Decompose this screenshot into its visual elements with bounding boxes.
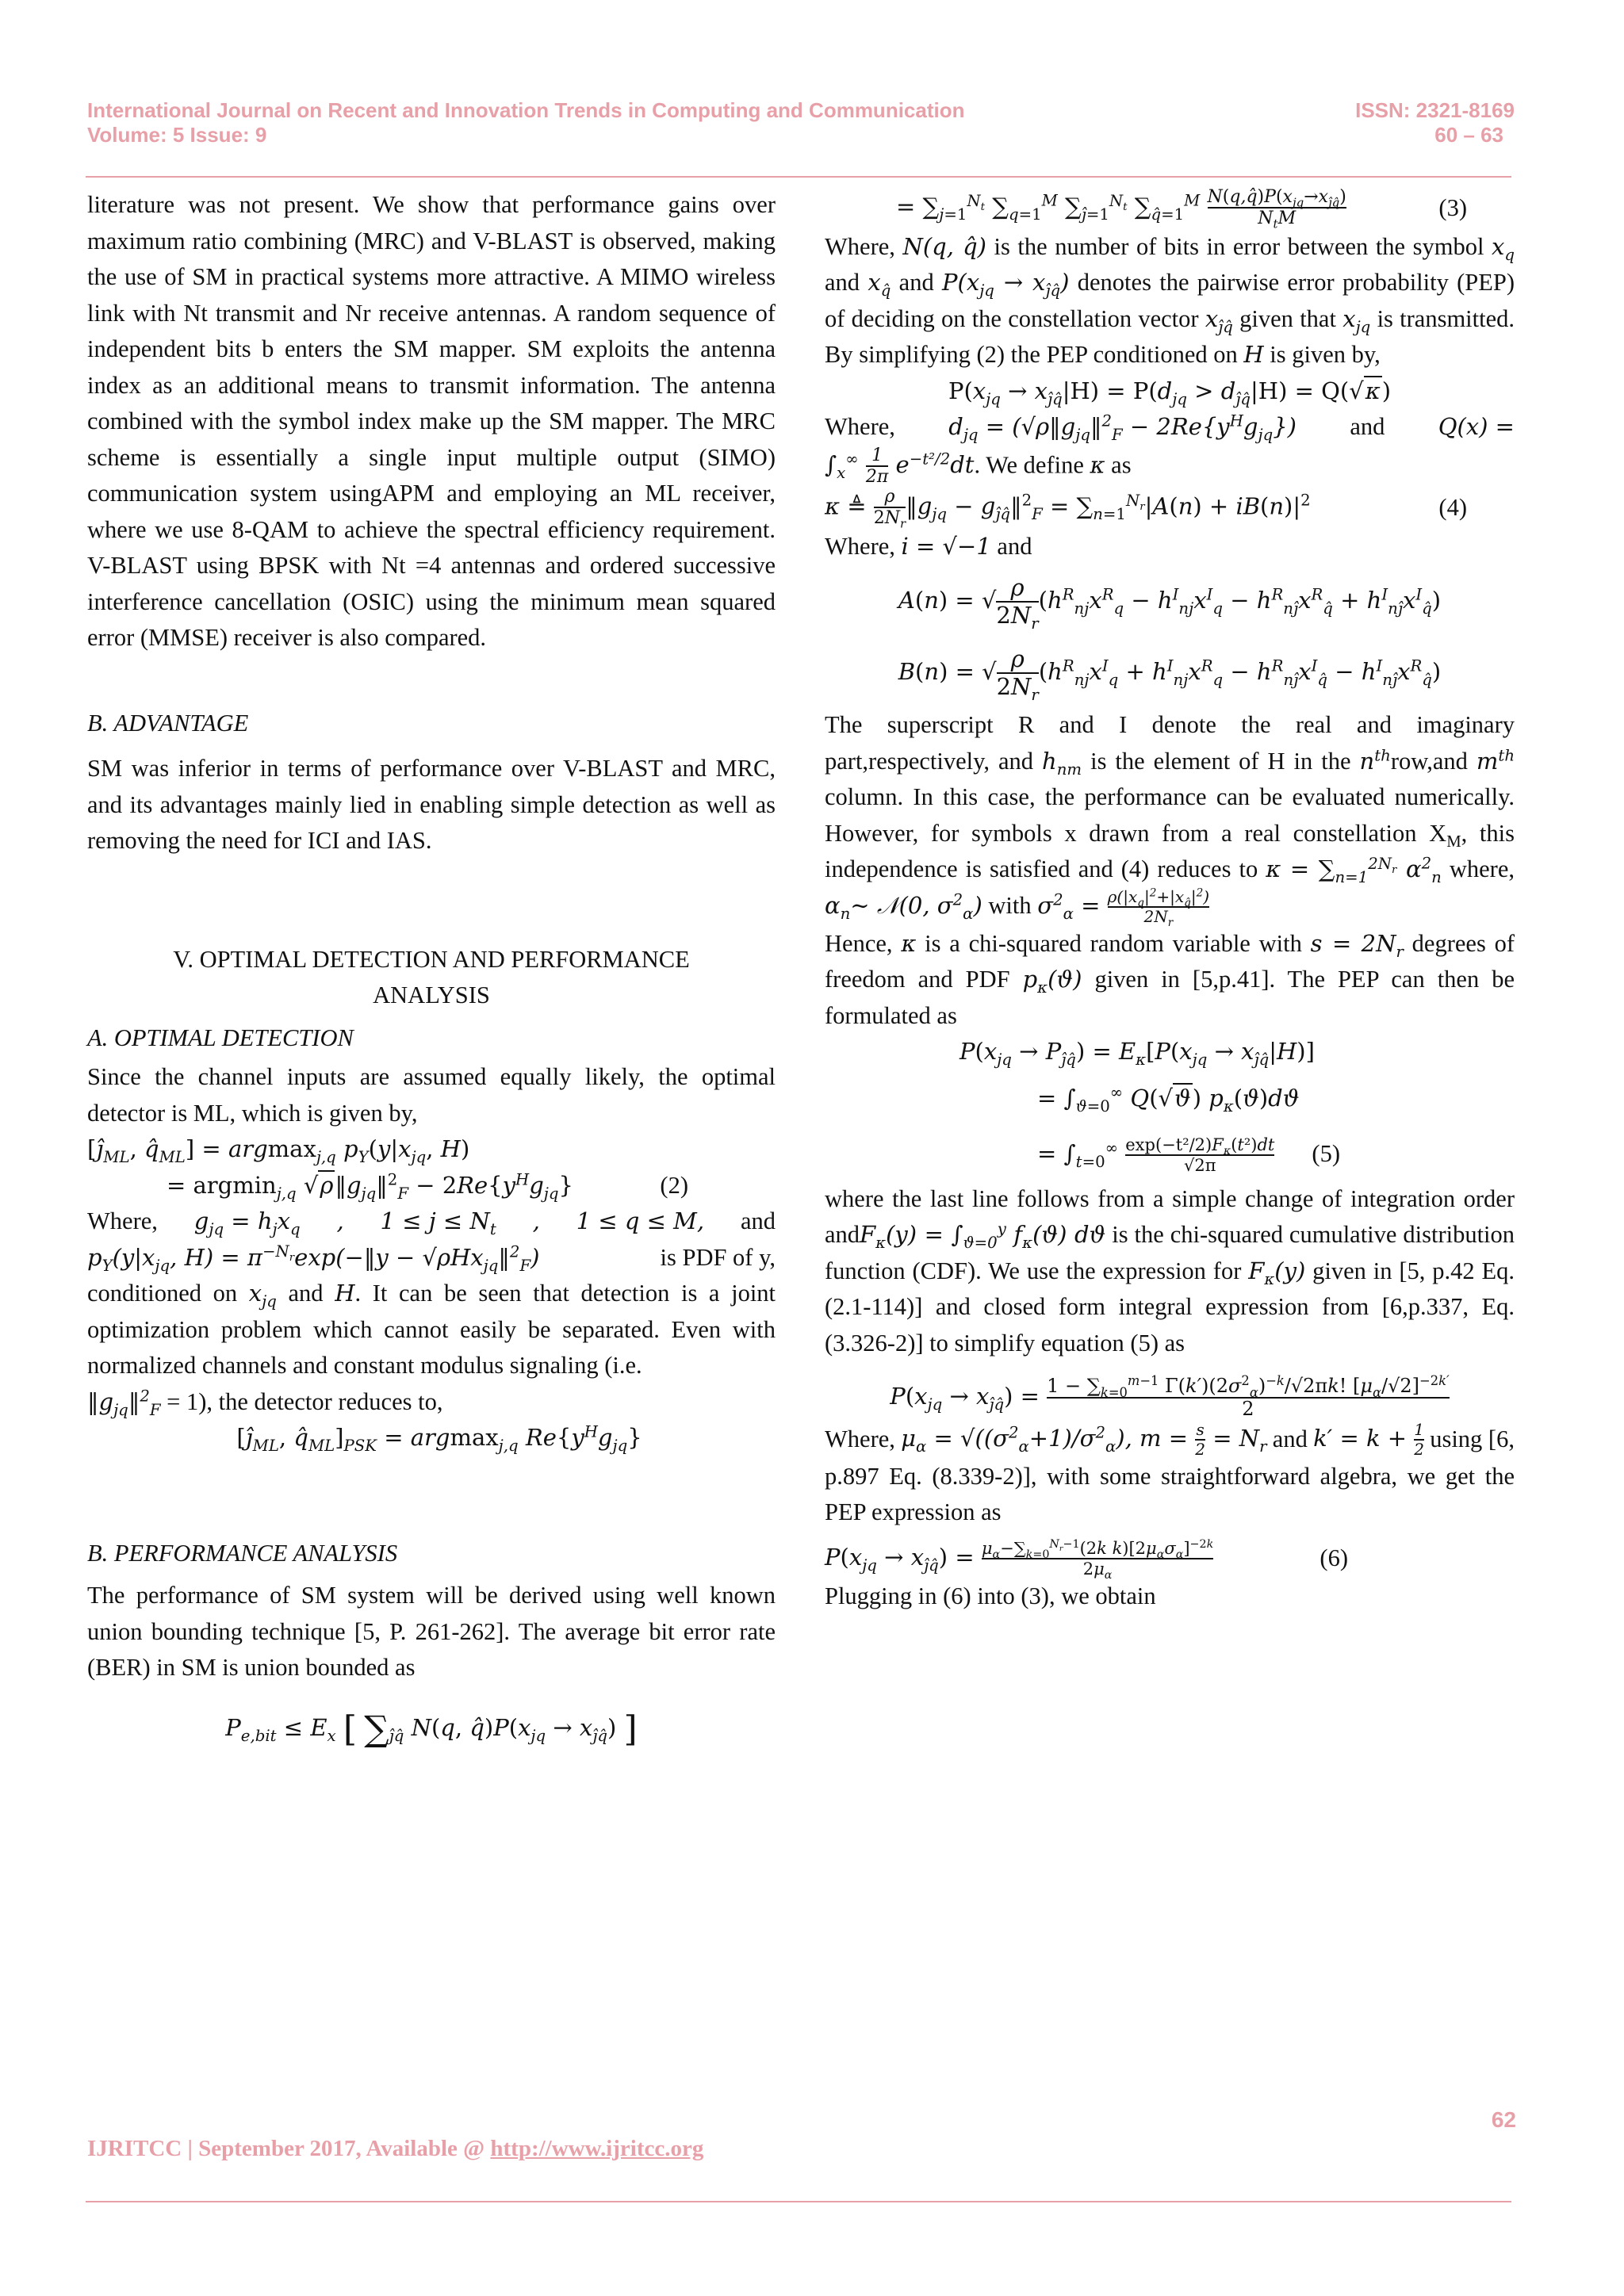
equation-psk: [$ĵ_{ML}$, $q̂_{ML}]_{PSK} = argmax_{j,q}$ $Re\{y^Hg_{jq}\}$ xyxy=(236,1422,642,1455)
equation-ber: $P_{e,bit} \le E_x$ [ $\sum_{ĵq̂}$ N(q, $q̂)P(x_{jq} \to x_{ĵq̂})$ ] xyxy=(225,1708,638,1749)
equation-5-line3: = $\int_{t=0}^\infty$ $\frac{\exp(-t^2/2)F_\kappa(t^2)dt}{√2\pi}$ (5) xyxy=(1037,1135,1340,1175)
equation-2: = argmin$_{j,q}$ $√\rho‖g_{jq}‖^2_F - 2Re\{y^Hg_{jq}\}$ (2) xyxy=(167,1169,688,1203)
footer-text: IJRITCC | September 2017, Available @ http://www.ijritcc.org xyxy=(87,2136,704,2161)
where-g-line: Where, $g_{jq} = h_jx_q$ , $1 \le j \le N_t$ , 1 ≤ q ≤ M, and xyxy=(87,1207,776,1238)
subsection-a-title: A. OPTIMAL DETECTION xyxy=(87,1024,354,1051)
issn: ISSN: 2321-8169 xyxy=(1355,98,1515,122)
subsection-b-text: The performance of SM system will be derived using well known union bounding technique [5, P. 261-262]. The average bit error rate (BER) in SM is union bounded as xyxy=(87,1582,776,1681)
reduces-text: $‖g_{jq}‖^2_F = 1$), the detector reduces to, xyxy=(87,1386,443,1419)
pdf-line: $p_Y(y|x_{jq}$, $H) = \pi^{-N_r}\exp(-‖y$ − √ρHx$_{jq}$‖$^2_F$) is PDF of y, xyxy=(87,1242,776,1275)
section-5-title-2: ANALYSIS xyxy=(373,982,490,1008)
equation-pep-closed: $P(x_{jq} \to x_{ĵq̂})$ = $\frac{1 - \sum_{k=0}^{m-1} \Gamma(k')(2\sigma^2_\alpha)^{-k}/√2\pi k! [\mu_\alpha/√2]^{-2k'}}{2}$ xyxy=(890,1372,1450,1421)
conditioned-text: conditioned on $x_{jq}$ and H. It can be seen that detection is a joint optimization problem which cannot easily be separated. Even with normalized channels and constant modulus signaling (i.e. xyxy=(87,1280,776,1379)
lastline-paragraph: where the last line follows from a simple change of integration order andF$_\kappa$(y) = $\int_{ϑ=0}^y$ $f_\kappa(ϑ)$ dϑ is the chi-squared cumulative distribution function (CDF). We use the expression for $F_\kappa(y)$ given in [5, p.42 Eq. (2.1-114)] and closed form integral expression from [6,p.337, Eq. (3.326-2)] to simplify equation (5) as xyxy=(825,1184,1515,1357)
footer-link[interactable]: http://www.ijritcc.org xyxy=(490,2136,704,2161)
where-mu-line: Where, $\mu_\alpha = √((\sigma^2_\alpha+1)/\sigma^2_\alpha)$, m = $\frac{s}{2}$ = $N_r$ and k′ = k + $\frac{1}{2}$ using [6, xyxy=(825,1419,1515,1459)
equation-a: A(n) = √ $\frac{\rho}{2N_r}$ $(h^R_{nj}x^R_q - h^I_{nj}x^I_q - h^R_{nĵ}x^R_{q̂} + h^I_{nĵ}x^I_{q̂})$ xyxy=(898,573,1442,633)
where-d-line: Where, $d_{jq}$ = $(√\rho‖g_{jq}‖^2_F - 2Re\{y^Hg_{jq}\})$ and Q(x) = xyxy=(825,411,1515,444)
footer-rule xyxy=(86,2201,1511,2202)
section-5-title: V. OPTIMAL DETECTION AND PERFORMANCE xyxy=(173,945,690,973)
subsection-a-text: Since the channel inputs are assumed equally likely, the optimal detector is ML, which is given by, xyxy=(87,1063,776,1127)
section-b-title: B. ADVANTAGE xyxy=(87,709,249,737)
p897-text: p.897 Eq. (8.339-2)], with some straightforward algebra, we get the PEP expression as xyxy=(825,1462,1515,1526)
where-n-text: Where, N(q, q̂) is the number of bits in error between the symbol $x_q$ and $x_{q̂}$ and $P(x_{jq} \to x_{ĵq̂})$ denotes the pairwise error probability (PEP) of deciding on the constellation vector $x_{ĵq̂}$ given that $x_{jq}$ is transmitted. By simplifying (2) the PEP conditioned on H is given by, xyxy=(825,232,1515,369)
superscript-paragraph: The superscript R and I denote the real and imaginary part,respectively, and $h_{nm}$ is the element of H in the $n^{th}row,and$ $m^{th}$ column. In this case, the performance can be evaluated numerically. However, for symbols x drawn from a real constellation $X_M$, this independence is satisfied and (4) reduces to $\kappa = \sum_{n=1}^{2N_r}$ $\alpha^2_n$ where, $\alpha_n\sim$ 𝒩(0, $\sigma^2_\alpha$) with $\sigma^2_\alpha$ = $\frac{\rho(|x_q|^2+|x_{q̂}|^2)}{2N_r}$ xyxy=(825,711,1515,929)
equation-ml: [$ĵ_{ML}$, $q̂_{ML}] = argmax_{j,q}$ $p_Y(y|x_{jq}$, H) xyxy=(87,1135,470,1166)
plugging-text: Plugging in (6) into (3), we obtain xyxy=(825,1582,1156,1610)
intro-paragraph: literature was not present. We show that performance gains over maximum ratio combining (MRC) and V-BLAST is observed, making the use of SM in practical systems more attractive. A MIMO wireless link with Nt transmit and Nr receive antennas. A random sequence of independent bits b enters the SM mapper. SM exploits the antenna index as an additional means to transmit information. The antenna combined with the symbol index make up the SM mapper. The MRC scheme is essentially a single input multiple output (SIMO) communication system usingAPM and employing an ML receiver, where we use 8-QAM to achieve the spectral efficiency requirement. V-BLAST using BPSK with Nt =4 antennas and ordered successive interference cancellation (OSIC) using the minimum mean squared error (MMSE) receiver is also compared. xyxy=(87,191,776,651)
equation-5-line2: = $\int_{ϑ=0}^\infty$ Q(√ϑ) $p_\kappa(ϑ)dϑ$ xyxy=(1037,1083,1300,1115)
equation-pep-q: $P(x_{jq} \to x_{ĵq̂}|H) = P(d_{jq} > d_{ĵq̂}|H) = Q(√\kappa)$ xyxy=(948,377,1392,408)
hence-paragraph: Hence, κ is a chi-squared random variable with $s = 2N_r$ degrees of freedom and PDF $p_\kappa(ϑ)$ given in [5,p.41]. The PEP can then be formulated as xyxy=(825,929,1515,1029)
journal-title: International Journal on Recent and Innovation Trends in Computing and Communication xyxy=(87,98,965,122)
header-rule xyxy=(86,176,1511,178)
page-number: 62 xyxy=(1491,2107,1516,2132)
where-i-line: Where, i = √−1 and xyxy=(825,532,1032,560)
right-column xyxy=(825,187,1515,1615)
equation-6: $P(x_{jq} \to x_{ĵq̂})$ = $\frac{\mu_\alpha-\sum_{k=0}^{N_r-1}(2k k)[2\mu_\alpha\sigma_\alpha]^{-2k}}{2\mu_\alpha}$ (6) xyxy=(825,1537,1348,1582)
page-range: 60 – 63 xyxy=(1434,123,1503,147)
left-column xyxy=(87,187,776,1747)
q-def-line: $\int_x^\infty$ $\frac{1}{2\pi}$ $e^{-t^2/2}dt$. We define κ as xyxy=(825,445,1132,487)
equation-b: B(n) = √ $\frac{\rho}{2N_r}$ $(h^R_{nj}x^I_q + h^I_{nj}x^R_q - h^R_{nĵ}x^I_{q̂} - h^I_{nĵ}x^R_{q̂})$ xyxy=(898,645,1442,705)
subsection-b-title: B. PERFORMANCE ANALYSIS xyxy=(87,1539,398,1567)
equation-3: = $\sum_{j=1}^{N_t}$ $\sum_{q=1}^M$ $\sum_{ĵ=1}^{N_t}$ $\sum_{q̂=1}^M$ $\frac{N(q,q̂)P(x_{jq}\to x_{ĵq̂})}{N_tM}$ (3) xyxy=(896,187,1467,232)
section-b-text: SM was inferior in terms of performance over V-BLAST and MRC, and its advantages mainly lied in enabling simple detection as well as removing the need for ICI and IAS. xyxy=(87,755,776,854)
equation-5-line1: $P(x_{jq} \to P_{ĵq̂}) = E_\kappa[P(x_{jq} \to x_{ĵq̂}|H)]$ xyxy=(959,1038,1315,1070)
volume-issue: Volume: 5 Issue: 9 xyxy=(87,123,267,147)
equation-4: κ ≜ $\frac{\rho}{2N_r}$ $‖g_{jq}$ − $g_{ĵq̂}‖^2_F = \sum_{n=1}^{N_r}|A(n) + iB(n)|^2$ (4) xyxy=(825,487,1467,531)
